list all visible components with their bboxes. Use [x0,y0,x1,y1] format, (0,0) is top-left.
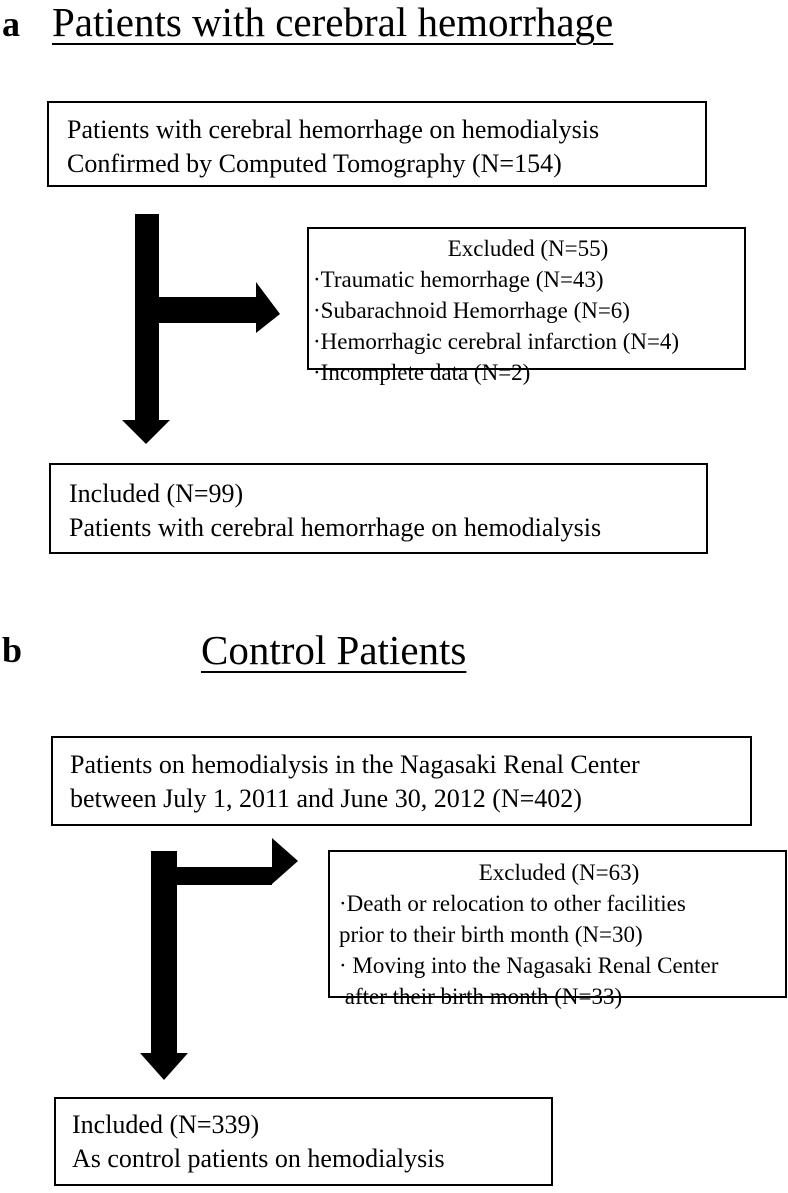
main-arrow-a [122,214,170,444]
panel-a-excluded-item: ·Traumatic hemorrhage (N=43) [313,267,604,292]
panel-b-excluded-item: after their birth month (N=33) [339,984,623,1009]
panel-b-excluded-box [328,850,787,1009]
panel-a-excluded-box [307,227,746,385]
panel-b-excluded-item: prior to their birth month (N=30) [339,922,643,947]
panel-b-excluded-header: Excluded (N=63) [478,860,640,885]
panel-a-top-line-1: Patients with cerebral hemorrhage on hemodialysis [67,115,600,144]
panel-b-title: Control Patients [201,627,467,673]
main-arrow-b [140,851,188,1080]
panel-a-excluded-item: ·Hemorrhagic cerebral infarction (N=4) [313,329,680,354]
panel-b-excluded-item: · Moving into the Nagasaki Renal Center [339,953,719,978]
panel-a-included-line-1: Included (N=99) [69,479,244,508]
panel-a-letter: a [2,4,20,44]
panel-b-excluded-item: ·Death or relocation to other facilities [339,891,686,916]
panel-b-top-box [51,736,752,826]
panel-a-top-box [47,101,707,187]
panel-b-included-box [54,1097,553,1186]
panel-a-excluded-header: Excluded (N=55) [447,236,609,261]
panel-b-top-line-2: between July 1, 2011 and June 30, 2012 (N=402) [70,784,582,813]
panel-a-included-box [49,463,708,554]
panel-a-top-line-2: Confirmed by Computed Tomography (N=154) [67,149,562,178]
panel-a-title: Patients with cerebral hemorrhage [52,0,614,45]
panel-b-included-line-1: Included (N=339) [72,1110,260,1139]
panel-a-excluded-item: ·Incomplete data (N=2) [313,360,531,385]
exclusion-arrow-a [158,282,280,333]
panel-b-letter: b [2,630,23,670]
panel-b-top-line-1: Patients on hemodialysis in the Nagasaki Renal Center [70,750,640,779]
exclusion-arrow-b-shaft [176,838,298,885]
panel-a-included-line-2: Patients with cerebral hemorrhage on hemodialysis [69,513,602,542]
panel-a-excluded-item: ·Subarachnoid Hemorrhage (N=6) [313,298,630,323]
panel-b-included-line-2: As control patients on hemodialysis [72,1144,445,1173]
